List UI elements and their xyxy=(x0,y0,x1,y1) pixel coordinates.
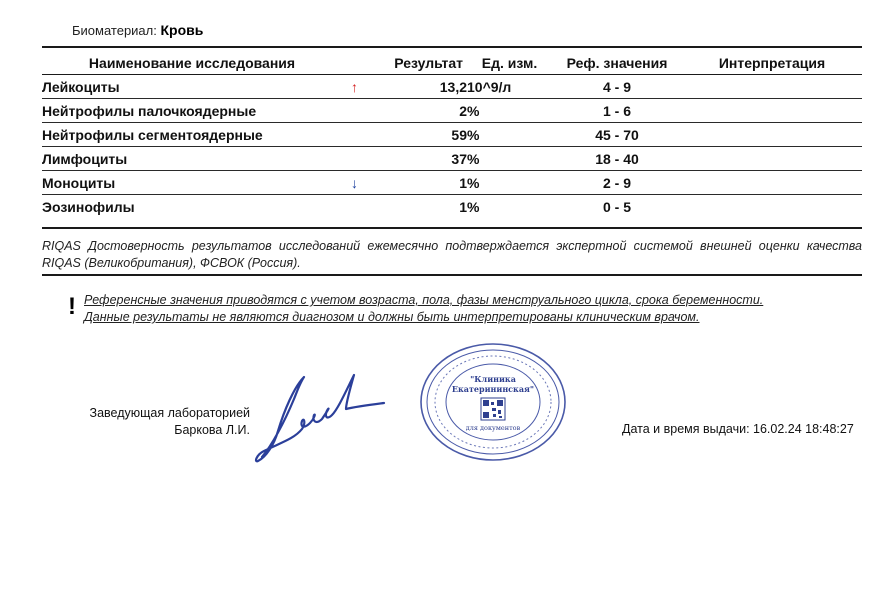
stamp-text-line1: "Клиника xyxy=(470,374,516,384)
table-header-row xyxy=(42,52,862,75)
table-row xyxy=(42,195,862,219)
table-row xyxy=(42,147,862,171)
signature-icon xyxy=(250,365,400,465)
disclaimer-line-diagnosis: Данные результаты не являются диагнозом и должны быть интерпретированы клиническим врачом. xyxy=(84,310,700,324)
table-bottom-rule xyxy=(42,227,862,229)
row-unit: % xyxy=(467,99,552,123)
row-result: 1 xyxy=(367,171,467,195)
row-interp xyxy=(682,195,862,219)
results-table xyxy=(42,52,862,218)
row-flag xyxy=(342,123,367,147)
signatory-block xyxy=(74,405,250,439)
riqas-quality-note: RIQAS Достоверность результатов исследований ежемесячно подтверждается экспертной системой внешней оценки качества RIQAS (Великобритания), ФСВОК (Россия). xyxy=(42,239,862,270)
disclaimer-line-reference: Референсные значения приводятся с учетом возраста, пола, фазы менструального цикла, срока беременности. xyxy=(84,293,764,307)
arrow-up-icon: ↑ xyxy=(342,75,367,99)
qr-code-icon xyxy=(481,398,505,420)
col-header-result: Результат xyxy=(367,52,467,75)
row-result: 2 xyxy=(367,99,467,123)
table-row xyxy=(42,123,862,147)
table-top-rule xyxy=(42,46,862,48)
row-result: 13,2 xyxy=(367,75,467,99)
row-name: Лимфоциты xyxy=(42,147,342,171)
col-header-flag xyxy=(342,52,367,75)
exclamation-icon: ! xyxy=(68,293,76,320)
disclaimer-notes xyxy=(84,292,763,326)
row-unit: % xyxy=(467,198,480,215)
arrow-down-icon: ↓ xyxy=(342,171,367,195)
row-result: 37 xyxy=(367,147,467,171)
row-ref: 0 - 5 xyxy=(602,198,631,215)
row-name: Нейтрофилы палочкоядерные xyxy=(42,99,342,123)
row-unit: 10^9/л xyxy=(467,75,552,99)
row-unit: % xyxy=(467,123,552,147)
row-result: 59 xyxy=(367,123,467,147)
row-ref: 4 - 9 xyxy=(552,75,682,99)
row-name: Лейкоциты xyxy=(42,75,342,99)
stamp-text-line3: для документов xyxy=(465,424,521,432)
signatory-title: Заведующая лабораторией xyxy=(89,406,250,420)
stamp-text-line2: Екатерининская" xyxy=(451,384,535,394)
clinic-stamp xyxy=(418,342,568,462)
row-ref: 45 - 70 xyxy=(552,123,682,147)
biomaterial-value: Кровь xyxy=(160,22,204,38)
row-result: 1 xyxy=(459,198,467,215)
row-interp xyxy=(682,75,862,99)
row-interp xyxy=(682,99,862,123)
table-row xyxy=(42,171,862,195)
row-flag xyxy=(342,195,367,219)
col-header-ref: Реф. значения xyxy=(552,52,682,75)
row-ref: 2 - 9 xyxy=(552,171,682,195)
row-ref: 18 - 40 xyxy=(552,147,682,171)
table-row xyxy=(42,99,862,123)
row-name: Моноциты xyxy=(42,171,342,195)
row-interp xyxy=(682,171,862,195)
row-name: Эозинофилы xyxy=(42,198,135,215)
row-ref: 1 - 6 xyxy=(552,99,682,123)
row-interp xyxy=(682,147,862,171)
row-name: Нейтрофилы сегментоядерные xyxy=(42,123,342,147)
row-unit: % xyxy=(467,171,552,195)
table-row xyxy=(42,75,862,99)
signatory-name: Баркова Л.И. xyxy=(174,423,250,437)
issue-datetime: Дата и время выдачи: 16.02.24 18:48:27 xyxy=(622,422,854,436)
biomaterial-line xyxy=(72,22,203,38)
col-header-interp: Интерпретация xyxy=(682,52,862,75)
riqas-bottom-rule xyxy=(42,274,862,276)
row-unit: % xyxy=(467,147,552,171)
biomaterial-label: Биоматериал: xyxy=(72,23,157,38)
col-header-name: Наименование исследования xyxy=(42,52,342,75)
col-header-unit: Ед. изм. xyxy=(467,52,552,75)
row-flag xyxy=(342,147,367,171)
row-flag xyxy=(342,99,367,123)
row-interp xyxy=(682,123,862,147)
